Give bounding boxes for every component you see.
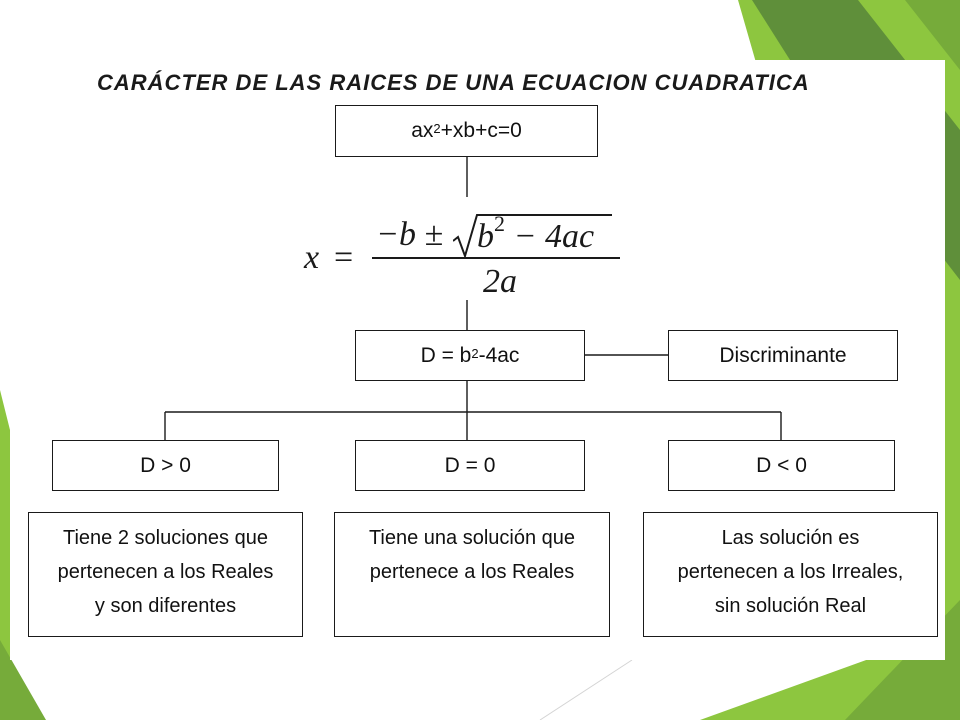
- discriminant-label: Discriminante: [719, 343, 847, 367]
- description-line: pertenece a los Reales: [369, 561, 575, 583]
- case-negative-description: [643, 512, 938, 637]
- page-title: CARÁCTER DE LAS RAICES DE UNA ECUACION CUADRATICA: [97, 70, 810, 95]
- description-line: Tiene 2 soluciones que: [63, 527, 268, 549]
- discriminant-rest: -4ac: [478, 343, 520, 367]
- radical-sign: [453, 214, 479, 258]
- case-zero-condition: D = 0: [444, 453, 496, 477]
- fraction-bar: [372, 257, 620, 259]
- description-line: pertenecen a los Irreales,: [677, 561, 904, 583]
- discriminant-box: D = b $^2$ -4ac: [355, 330, 585, 381]
- formula-numerator-prefix: −b ±: [376, 216, 444, 253]
- formula-lhs: x: [304, 239, 320, 276]
- case-zero-box: [355, 440, 585, 491]
- case-positive-condition: D > 0: [140, 453, 191, 477]
- equation-rest: +xb+c=0: [440, 119, 522, 142]
- description-line: sin solución Real: [714, 595, 867, 617]
- case-positive-description: [28, 512, 303, 637]
- equation-box: ax $^2$ +xb+c=0: [335, 105, 598, 157]
- formula-denominator: 2a: [483, 263, 517, 300]
- radicand-base: b: [477, 218, 494, 255]
- formula-radicand: [477, 210, 612, 255]
- case-negative-condition: D < 0: [756, 453, 807, 477]
- description-line: pertenecen a los Reales: [57, 561, 274, 583]
- equation-base: ax: [411, 119, 434, 142]
- radicand-rest: − 4ac: [505, 218, 595, 255]
- case-zero-description: [334, 512, 610, 637]
- quadratic-formula: [300, 205, 630, 305]
- description-line: Tiene una solución que: [368, 527, 576, 549]
- decor-faint-line: [540, 660, 632, 720]
- discriminant-label-box: [668, 330, 898, 381]
- radicand-exponent: 2: [494, 210, 505, 236]
- case-positive-box: [52, 440, 279, 491]
- formula-equals: =: [334, 239, 354, 276]
- case-negative-box: [668, 440, 895, 491]
- description-line: y son diferentes: [94, 595, 237, 617]
- description-line: Las solución es: [721, 527, 860, 549]
- discriminant-base: D = b: [420, 343, 472, 367]
